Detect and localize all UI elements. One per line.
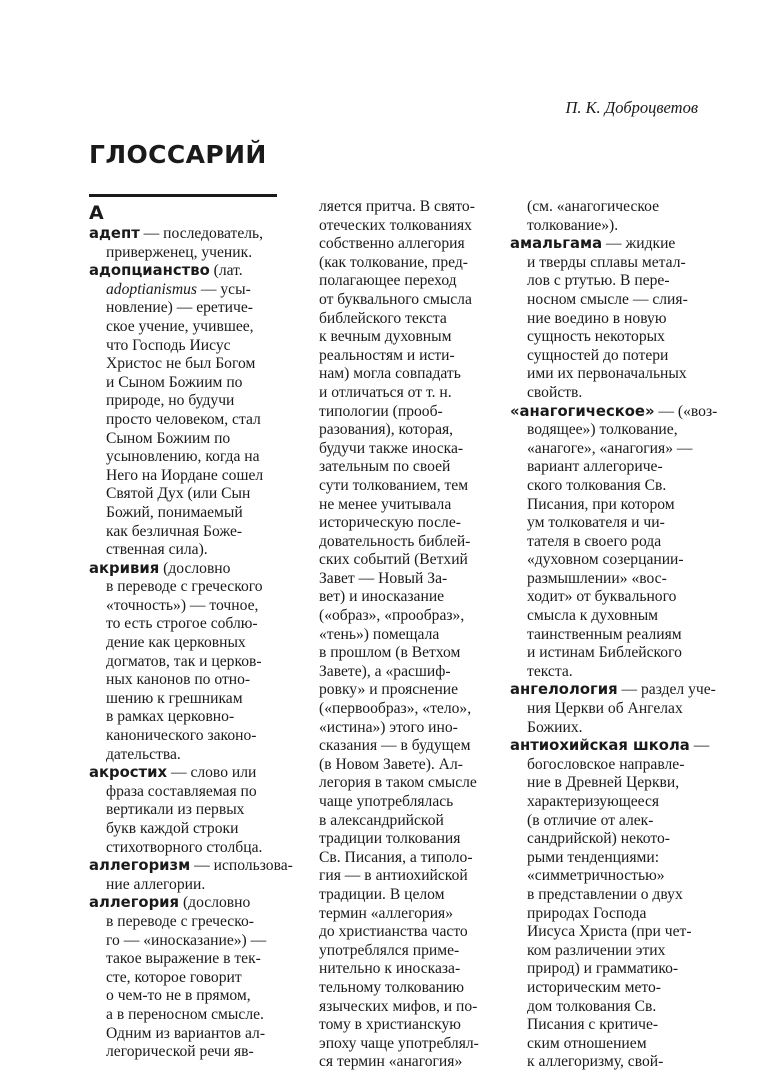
- glossary-text-line: [302, 626, 498, 645]
- glossary-text-line: [89, 615, 293, 634]
- glossary-text-line: [302, 644, 498, 663]
- definition-text: ходит» от буквального: [527, 588, 677, 606]
- glossary-text-line: [510, 774, 706, 793]
- definition-text: ум толкователя и чи-: [527, 514, 665, 532]
- definition-text: сущностей до потери: [527, 346, 669, 364]
- glossary-text-line: [302, 607, 498, 626]
- definition-text: усыновлению, когда на: [106, 448, 260, 466]
- definition-text: шению к грешникам: [106, 689, 243, 707]
- glossary-text-line: [89, 746, 293, 765]
- glossary-text-line: [510, 867, 706, 886]
- definition-text: смысла к духовным: [527, 607, 659, 625]
- glossary-text-line: [510, 626, 706, 645]
- definition-text: носном смысле — слия-: [527, 290, 688, 308]
- definition-text: просто человеком, стал: [106, 410, 261, 428]
- glossary-text-line: [89, 783, 293, 802]
- definition-text: — последователь,: [139, 225, 264, 242]
- definition-text: и отличаться от т. н.: [319, 383, 452, 401]
- definition-text: дение как церковных: [106, 634, 246, 652]
- glossary-text-line: [89, 281, 293, 300]
- definition-text: и истинам Библейского: [527, 644, 682, 662]
- glossary-text-line: [302, 998, 498, 1017]
- definition-text: букв каждой строки: [106, 820, 239, 837]
- definition-text: ского толкования Св.: [527, 476, 667, 494]
- definition-text: Божиих.: [527, 718, 583, 736]
- definition-text: фраза составляемая по: [106, 782, 257, 800]
- glossary-text-line: [510, 347, 706, 366]
- definition-text: и Сыном Божиим по: [106, 373, 243, 391]
- definition-text: употреблялся приме-: [319, 941, 460, 959]
- definition-text: (в отличие от алек-: [527, 811, 654, 829]
- definition-text: Сыном Божиим по: [106, 429, 231, 447]
- definition-text: (как толкование, пред-: [319, 253, 468, 271]
- glossary-text-line: [510, 588, 706, 607]
- glossary-text-line: [302, 700, 498, 719]
- glossary-term-line: [89, 857, 293, 876]
- definition-text: — жидкие: [602, 235, 676, 253]
- definition-text: ских событий (Ветхий: [319, 551, 468, 569]
- definition-text: текста.: [527, 662, 573, 680]
- definition-text: рыми тенденциями:: [527, 848, 660, 866]
- definition-text: в представлении о двух: [527, 885, 683, 903]
- glossary-text-line: [89, 337, 293, 356]
- definition-text: а в переносном смысле.: [106, 1005, 264, 1023]
- definition-text: гия — в антиохийской: [319, 867, 468, 885]
- glossary-text-line: [510, 923, 706, 942]
- definition-text: ком различении этих: [527, 941, 666, 959]
- glossary-text-line: [302, 477, 498, 496]
- glossary-text-line: [89, 1025, 293, 1044]
- definition-text: от буквального смысла: [319, 290, 472, 308]
- definition-text: Одним из вариантов ал-: [106, 1024, 266, 1042]
- definition-text: библейского текста: [319, 309, 447, 327]
- glossary-text-line: [89, 634, 293, 653]
- glossary-text-line: [89, 392, 293, 411]
- definition-text: традиции. В целом: [319, 885, 445, 903]
- glossary-term: адопцианство: [89, 262, 210, 280]
- glossary-text-line: [89, 653, 293, 672]
- glossary-text-line: [89, 578, 293, 597]
- glossary-text-line: [89, 727, 293, 746]
- glossary-text-line: [302, 905, 498, 924]
- glossary-text-line: [302, 1053, 498, 1072]
- glossary-text-line: [302, 440, 498, 459]
- definition-text: (дословно: [179, 894, 251, 912]
- glossary-term: адепт: [89, 225, 140, 242]
- definition-text: термин «аллегория»: [319, 904, 454, 922]
- glossary-text-line: [302, 1016, 498, 1035]
- definition-text: толкование»).: [527, 216, 619, 234]
- definition-text: природе, но будучи: [106, 392, 235, 410]
- glossary-text-line: [510, 198, 706, 217]
- definition-text: «точность») — точное,: [106, 596, 259, 614]
- glossary-text-line: [89, 1043, 293, 1062]
- glossary-text-line: [510, 849, 706, 868]
- glossary-text-line: [510, 607, 706, 626]
- definition-text: в переводе с греческо-: [106, 912, 254, 930]
- glossary-text-line: [302, 198, 498, 217]
- glossary-column-2: [302, 198, 498, 1072]
- glossary-text-line: [89, 950, 293, 969]
- definition-text: и тверды сплавы метал-: [527, 253, 686, 271]
- glossary-text-line: [89, 820, 293, 839]
- definition-text: традиции толкования: [319, 830, 461, 848]
- definition-text: богословское направле-: [527, 755, 685, 773]
- definition-text: сказания — в будущем: [319, 737, 471, 755]
- glossary-text-line: [302, 737, 498, 756]
- glossary-term-line: [510, 235, 706, 254]
- definition-text: то есть строгое соблю-: [106, 615, 258, 633]
- definition-text: (лат.: [209, 262, 243, 280]
- definition-text: ровку» и прояснение: [319, 681, 459, 699]
- definition-text: догматов, так и церков-: [106, 652, 262, 670]
- glossary-text-line: [302, 942, 498, 961]
- glossary-text-line: [510, 291, 706, 310]
- definition-text: о чем-то не в прямом,: [106, 987, 251, 1005]
- glossary-text-line: [510, 905, 706, 924]
- glossary-text-line: [510, 886, 706, 905]
- definition-text: канонического законо-: [106, 727, 257, 745]
- glossary-text-line: [89, 839, 293, 858]
- glossary-text-line: [510, 551, 706, 570]
- definition-text: — раздел уче-: [617, 681, 716, 699]
- definition-text: ся термин «анагогия»: [319, 1053, 463, 1071]
- glossary-text-line: [510, 570, 706, 589]
- definition-text: (см. «анагогическое: [527, 198, 660, 215]
- glossary-text-line: [302, 663, 498, 682]
- definition-text: будучи также иноска-: [319, 439, 464, 457]
- definition-text: в переводе с греческого: [106, 578, 263, 596]
- definition-text: ние аллегории.: [106, 875, 206, 893]
- definition-text: ским отношением: [527, 1034, 647, 1052]
- title-divider: [89, 194, 277, 197]
- definition-text: «анагоге», «анагогия» —: [527, 439, 693, 457]
- definition-text: характеризующееся: [527, 793, 660, 810]
- definition-text: реальностям и исти-: [319, 346, 455, 364]
- glossary-text-line: [302, 533, 498, 552]
- glossary-term: аллегоризм: [89, 857, 191, 875]
- definition-text: Святой Дух (или Сын: [106, 485, 251, 503]
- definition-text: эпоху чаще употреблял-: [319, 1034, 479, 1052]
- definition-text: приверженец, ученик.: [106, 243, 253, 261]
- definition-text: тателя в своего рода: [527, 532, 662, 550]
- definition-text: природах Господа: [527, 904, 647, 922]
- glossary-term-line: [89, 560, 293, 579]
- glossary-text-line: [302, 458, 498, 477]
- definition-text: собственно аллегория: [319, 235, 465, 253]
- glossary-text-line: [510, 700, 706, 719]
- glossary-text-line: [89, 244, 293, 263]
- glossary-term-line: [89, 262, 293, 281]
- glossary-term-line: [89, 764, 293, 783]
- glossary-text-line: [89, 485, 293, 504]
- definition-text: Св. Писания, а типоло-: [319, 848, 473, 866]
- definition-text: стихотворного столбца.: [106, 838, 263, 856]
- glossary-text-line: [89, 355, 293, 374]
- definition-text: «истина») этого ино-: [319, 718, 458, 736]
- glossary-text-line: [89, 969, 293, 988]
- glossary-term: ангелология: [510, 681, 618, 699]
- glossary-text-line: [302, 849, 498, 868]
- definition-text: Божий, понимаемый: [106, 503, 243, 521]
- glossary-text-line: [89, 374, 293, 393]
- glossary-text-line: [302, 719, 498, 738]
- definition-text: сути толкованием, тем: [319, 476, 469, 494]
- glossary-text-line: [302, 960, 498, 979]
- definition-text: разования), которая,: [319, 421, 454, 439]
- definition-text: вет) и иносказание: [319, 588, 445, 606]
- definition-text: Завет — Новый За-: [319, 569, 448, 587]
- glossary-text-line: [89, 1006, 293, 1025]
- glossary-text-line: [510, 421, 706, 440]
- glossary-text-line: [302, 551, 498, 570]
- glossary-text-line: [302, 570, 498, 589]
- glossary-text-line: [89, 708, 293, 727]
- glossary-text-line: [510, 477, 706, 496]
- section-letter: А: [89, 202, 104, 224]
- definition-text: как безличная Боже-: [106, 522, 243, 540]
- glossary-text-line: [89, 690, 293, 709]
- definition-text: ние воедино в новую: [527, 309, 667, 327]
- definition-text: к аллегоризму, свой-: [527, 1053, 664, 1071]
- definition-text: сандрийской) некото-: [527, 830, 670, 848]
- definition-text: вариант аллегориче-: [527, 458, 663, 476]
- glossary-text-line: [510, 384, 706, 403]
- definition-text: Завете), а «расшиф-: [319, 662, 451, 680]
- definition-text: сте, которое говорит: [106, 968, 242, 986]
- definition-text: («первообраз», «тело»,: [319, 700, 472, 718]
- glossary-text-line: [89, 987, 293, 1006]
- glossary-text-line: [510, 365, 706, 384]
- definition-text: «симметричностью»: [527, 867, 665, 885]
- definition-text: природ) и грамматико-: [527, 960, 679, 978]
- glossary-text-line: [89, 801, 293, 820]
- glossary-text-line: [510, 254, 706, 273]
- definition-text: легория в таком смысле: [319, 774, 477, 792]
- definition-text: довательность библей-: [319, 532, 471, 550]
- glossary-text-line: [510, 663, 706, 682]
- glossary-column-1: [89, 198, 293, 1062]
- glossary-text-line: [510, 979, 706, 998]
- glossary-text-line: [510, 1053, 706, 1072]
- glossary-text-line: [510, 942, 706, 961]
- definition-text: легорической речи яв-: [106, 1043, 254, 1061]
- glossary-text-line: [89, 448, 293, 467]
- definition-text: — («воз-: [654, 402, 718, 420]
- glossary-text-line: [510, 533, 706, 552]
- glossary-term: акривия: [89, 559, 160, 577]
- glossary-text-line: [89, 932, 293, 951]
- glossary-text-line: [510, 998, 706, 1017]
- definition-text: «духовном созерцании-: [527, 551, 684, 569]
- definition-text: (дословно: [159, 559, 231, 577]
- glossary-text-line: [89, 913, 293, 932]
- glossary-text-line: [510, 1035, 706, 1054]
- definition-text: нительно к иносказа-: [319, 960, 461, 978]
- glossary-text-line: [510, 328, 706, 347]
- definition-text: тому в христианскую: [319, 1016, 461, 1034]
- glossary-term: акростих: [89, 764, 168, 782]
- definition-text: нам) могла совпадать: [319, 365, 461, 383]
- definition-text: типологии (прооб-: [319, 402, 443, 420]
- definition-text: ных канонов по отно-: [106, 671, 251, 689]
- definition-text: полагающее переход: [319, 272, 457, 290]
- glossary-text-line: [302, 979, 498, 998]
- definition-text: «тень») помещала: [319, 625, 440, 643]
- definition-text: ляется притча. В свято-: [319, 198, 475, 215]
- glossary-text-line: [302, 217, 498, 236]
- definition-text: ственная сила).: [106, 541, 208, 559]
- definition-text: Иисуса Христа (при чет-: [527, 923, 692, 941]
- glossary-text-line: [89, 523, 293, 542]
- glossary-text-line: [89, 671, 293, 690]
- glossary-text-line: [302, 403, 498, 422]
- glossary-term: «анагогическое»: [510, 402, 655, 420]
- definition-text: свойств.: [527, 383, 583, 401]
- definition-text: вертикали из первых: [106, 801, 245, 819]
- glossary-text-line: [510, 719, 706, 738]
- glossary-term-line: [510, 402, 718, 422]
- glossary-text-line: [89, 411, 293, 430]
- glossary-text-line: [302, 496, 498, 515]
- definition-text: лов с ртутью. В пере-: [527, 272, 670, 290]
- glossary-text-line: [302, 254, 498, 273]
- glossary-text-line: [302, 588, 498, 607]
- glossary-text-line: [302, 812, 498, 831]
- glossary-text-line: [302, 384, 498, 403]
- glossary-text-line: [302, 291, 498, 310]
- glossary-text-line: [302, 365, 498, 384]
- glossary-text-line: [89, 504, 293, 523]
- definition-text: ское учение, учившее,: [106, 317, 254, 335]
- glossary-term: антиохийская школа: [510, 737, 690, 755]
- definition-text: отеческих толкованиях: [319, 216, 472, 234]
- glossary-text-line: [510, 830, 706, 849]
- glossary-text-line: [302, 514, 498, 533]
- glossary-text-line: [302, 272, 498, 291]
- glossary-text-line: [302, 235, 498, 254]
- glossary-text-line: [510, 756, 706, 775]
- glossary-term: амальгама: [510, 235, 603, 253]
- definition-text: что Господь Иисус: [106, 336, 231, 354]
- glossary-text-line: [302, 793, 498, 812]
- glossary-column-3: [510, 198, 718, 1072]
- glossary-text-line: [89, 597, 293, 616]
- glossary-text-line: [510, 440, 706, 459]
- definition-text: —: [689, 737, 710, 755]
- definition-text: к вечным духовным: [319, 328, 452, 346]
- definition-text: Него на Иордане сошел: [106, 466, 264, 484]
- glossary-text-line: [510, 310, 706, 329]
- glossary-text-line: [302, 1035, 498, 1054]
- definition-text: ими их первоначальных: [527, 365, 687, 383]
- glossary-text-line: [302, 328, 498, 347]
- definition-text: сущность некоторых: [527, 328, 665, 346]
- definition-text: дом толкования Св.: [527, 997, 657, 1015]
- definition-text: го — «иносказание») —: [106, 931, 267, 949]
- glossary-text-line: [302, 774, 498, 793]
- definition-text: в рамках церковно-: [106, 708, 235, 726]
- glossary-term-line: [510, 681, 716, 700]
- definition-text: чаще употреблялась: [319, 793, 454, 810]
- glossary-text-line: [302, 756, 498, 775]
- glossary-text-line: [302, 923, 498, 942]
- glossary-term-line: [89, 894, 293, 913]
- definition-text: — использова-: [190, 857, 293, 875]
- definition-text: размышлении» «вос-: [527, 569, 667, 587]
- definition-text: до христианства часто: [319, 923, 468, 941]
- glossary-text-line: [89, 467, 293, 486]
- glossary-text-line: [89, 299, 293, 318]
- definition-text: ния Церкви об Ангелах: [527, 700, 683, 718]
- glossary-text-line: [302, 347, 498, 366]
- definition-text: — усы-: [196, 280, 251, 298]
- glossary-text-line: [510, 514, 706, 533]
- glossary-text-line: [302, 830, 498, 849]
- page-title: ГЛОССАРИЙ: [89, 140, 267, 169]
- definition-text: историческую после-: [319, 514, 461, 532]
- glossary-text-line: [510, 1016, 706, 1035]
- glossary-text-line: [302, 886, 498, 905]
- glossary-term-line: [89, 225, 293, 244]
- glossary-text-line: [89, 430, 293, 449]
- glossary-text-line: [510, 644, 706, 663]
- glossary-term-line: [510, 737, 710, 756]
- definition-text: новление) — еретиче-: [106, 299, 253, 317]
- definition-text: ние в Древней Церкви,: [527, 774, 680, 792]
- glossary-text-line: [510, 960, 706, 979]
- glossary-text-line: [510, 217, 706, 236]
- definition-text: таинственным реалиям: [527, 625, 682, 643]
- glossary-text-line: [302, 681, 498, 700]
- definition-text: тельному толкованию: [319, 978, 465, 996]
- definition-text: (в Новом Завете). Ал-: [319, 755, 463, 773]
- glossary-text-line: [510, 793, 706, 812]
- definition-text: не менее учитывала: [319, 495, 452, 513]
- definition-text: зательным по своей: [319, 458, 451, 476]
- latin-term: adoptianismus: [106, 280, 197, 298]
- definition-text: Христос не был Богом: [106, 355, 256, 373]
- definition-text: историческим мето-: [527, 978, 661, 996]
- definition-text: такое выражение в тек-: [106, 950, 261, 968]
- definition-text: языческих мифов, и по-: [319, 997, 478, 1015]
- definition-text: — слово или: [167, 764, 257, 782]
- definition-text: («образ», «прообраз»,: [319, 607, 465, 625]
- definition-text: в александрийской: [319, 811, 444, 829]
- definition-text: Писания с критиче-: [527, 1016, 659, 1034]
- definition-text: Писания, при котором: [527, 495, 675, 513]
- definition-text: дательства.: [106, 745, 181, 763]
- glossary-text-line: [302, 867, 498, 886]
- glossary-text-line: [89, 541, 293, 560]
- author-name: П. К. Доброцветов: [565, 98, 698, 117]
- glossary-text-line: [510, 272, 706, 291]
- glossary-text-line: [510, 458, 706, 477]
- glossary-text-line: [89, 876, 293, 895]
- glossary-text-line: [302, 421, 498, 440]
- glossary-text-line: [89, 318, 293, 337]
- glossary-text-line: [510, 496, 706, 515]
- glossary-text-line: [510, 812, 706, 831]
- glossary-text-line: [302, 310, 498, 329]
- definition-text: в прошлом (в Ветхом: [319, 644, 461, 662]
- glossary-term: аллегория: [89, 894, 180, 912]
- definition-text: водящее») толкование,: [527, 421, 678, 439]
